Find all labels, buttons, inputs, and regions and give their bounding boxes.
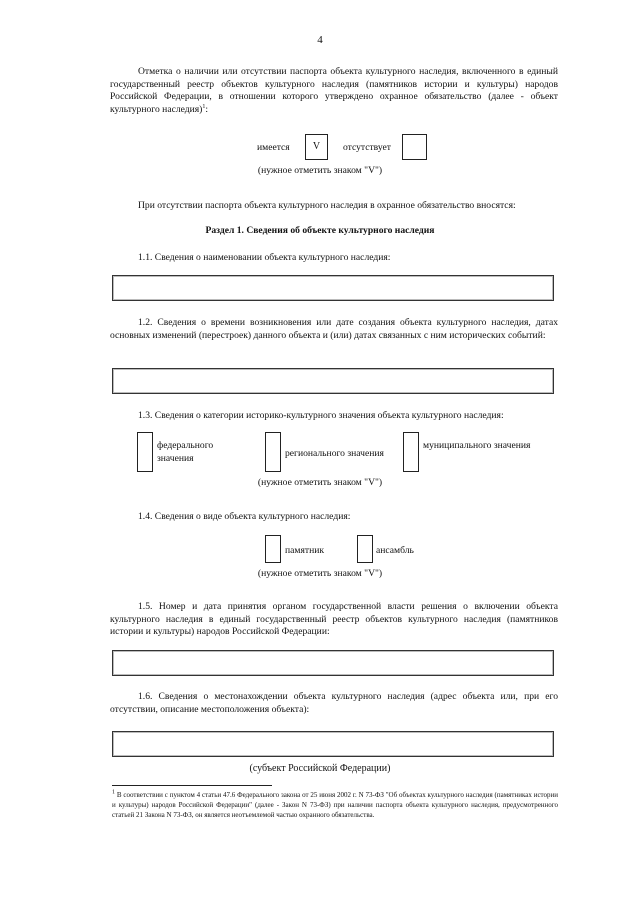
- intro-paragraph: Отметка о наличии или отсутствии паспорта объекта культурного наследия, включенного в единый государственный реестр объектов культурного наследия (памятников истории и культуры) народов Российской Федерации, в отношении которого утверждено охранное обязательство (далее - объект культурного наследия)$^1$:: [110, 66, 558, 115]
- category-hint: (нужное отметить знаком "V"): [257, 477, 383, 488]
- s1-6-caption: (субъект Российской Федерации): [249, 763, 391, 774]
- footnote: [112, 790, 558, 820]
- s1-4-label: 1.4. Сведения о виде объекта культурного наследия:: [138, 511, 351, 522]
- passport-hint: (нужное отметить знаком "V"): [257, 165, 383, 176]
- category-regional-label: регионального значения: [285, 448, 384, 459]
- kind-hint: (нужное отметить знаком "V"): [257, 568, 383, 579]
- kind-monument-label: памятник: [285, 545, 324, 556]
- intro-text: Отметка о наличии или отсутствии паспорта объекта культурного наследия, включенного в единый государственный реестр объектов культурного наследия (памятников истории и культуры) народов Российской Федерации, в отношении которого утверждено охранное обязательство (далее - объект культурного наследия): [110, 66, 558, 115]
- page-number: 4: [317, 34, 323, 46]
- kind-monument-checkbox[interactable]: [265, 535, 281, 563]
- s1-1-field[interactable]: [112, 275, 554, 301]
- s1-2-field[interactable]: [112, 368, 554, 394]
- category-federal-label-2: значения: [157, 453, 194, 464]
- footnote-ref: 1: [202, 103, 206, 110]
- passport-present-label: имеется: [257, 142, 290, 153]
- category-federal-label-1: федерального: [157, 440, 214, 451]
- footnote-mark: 1: [112, 789, 115, 796]
- category-municipal-checkbox[interactable]: [403, 432, 419, 472]
- s1-5-label: 1.5. Номер и дата принятия органом государственной власти решения о включении объекта культурного наследия в единый государственный реестр объектов культурного наследия (памятников истории и культуры) народов Российской Федерации:: [110, 601, 558, 637]
- s1-6-field[interactable]: [112, 731, 554, 757]
- kind-ensemble-checkbox[interactable]: [357, 535, 373, 563]
- footnote-text: В соответствии с пунктом 4 статьи 47.6 Федерального закона от 25 июня 2002 г. N 73-ФЗ "Об объектах культурного наследия (памятниках истории и культуры) народов Российской Федерации" (далее - Закон N 73-ФЗ) при наличии паспорта объекта культурного наследия, предусмотренного статьей 21 Закона N 73-ФЗ, он является неотъемлемой частью охранного обязательства.: [112, 791, 559, 819]
- s1-6-label: 1.6. Сведения о местонахождении объекта культурного наследия (адрес объекта или, при его отсутствии, описание местоположения объекта):: [110, 691, 558, 715]
- absence-note: При отсутствии паспорта объекта культурного наследия в охранное обязательство вносятся:: [138, 200, 516, 211]
- s1-5-field[interactable]: [112, 650, 554, 676]
- passport-absent-checkbox[interactable]: [402, 134, 427, 160]
- footnote-divider: [112, 785, 272, 786]
- kind-ensemble-label: ансамбль: [376, 545, 414, 556]
- s1-3-label: 1.3. Сведения о категории историко-культурного значения объекта культурного наследия:: [138, 410, 504, 421]
- s1-1-label: 1.1. Сведения о наименовании объекта культурного наследия:: [138, 252, 391, 263]
- category-municipal-label: муниципального значения: [423, 440, 531, 451]
- category-federal-checkbox[interactable]: [137, 432, 153, 472]
- category-regional-checkbox[interactable]: [265, 432, 281, 472]
- s1-2-label: 1.2. Сведения о времени возникновения или дате создания объекта культурного наследия, датах основных изменений (перестроек) данного объекта и (или) датах связанных с ним исторических событий:: [110, 317, 558, 341]
- section-title: Раздел 1. Сведения об объекте культурного наследия: [205, 225, 435, 236]
- passport-present-checkbox[interactable]: V: [305, 134, 328, 160]
- passport-absent-label: отсутствует: [343, 142, 391, 153]
